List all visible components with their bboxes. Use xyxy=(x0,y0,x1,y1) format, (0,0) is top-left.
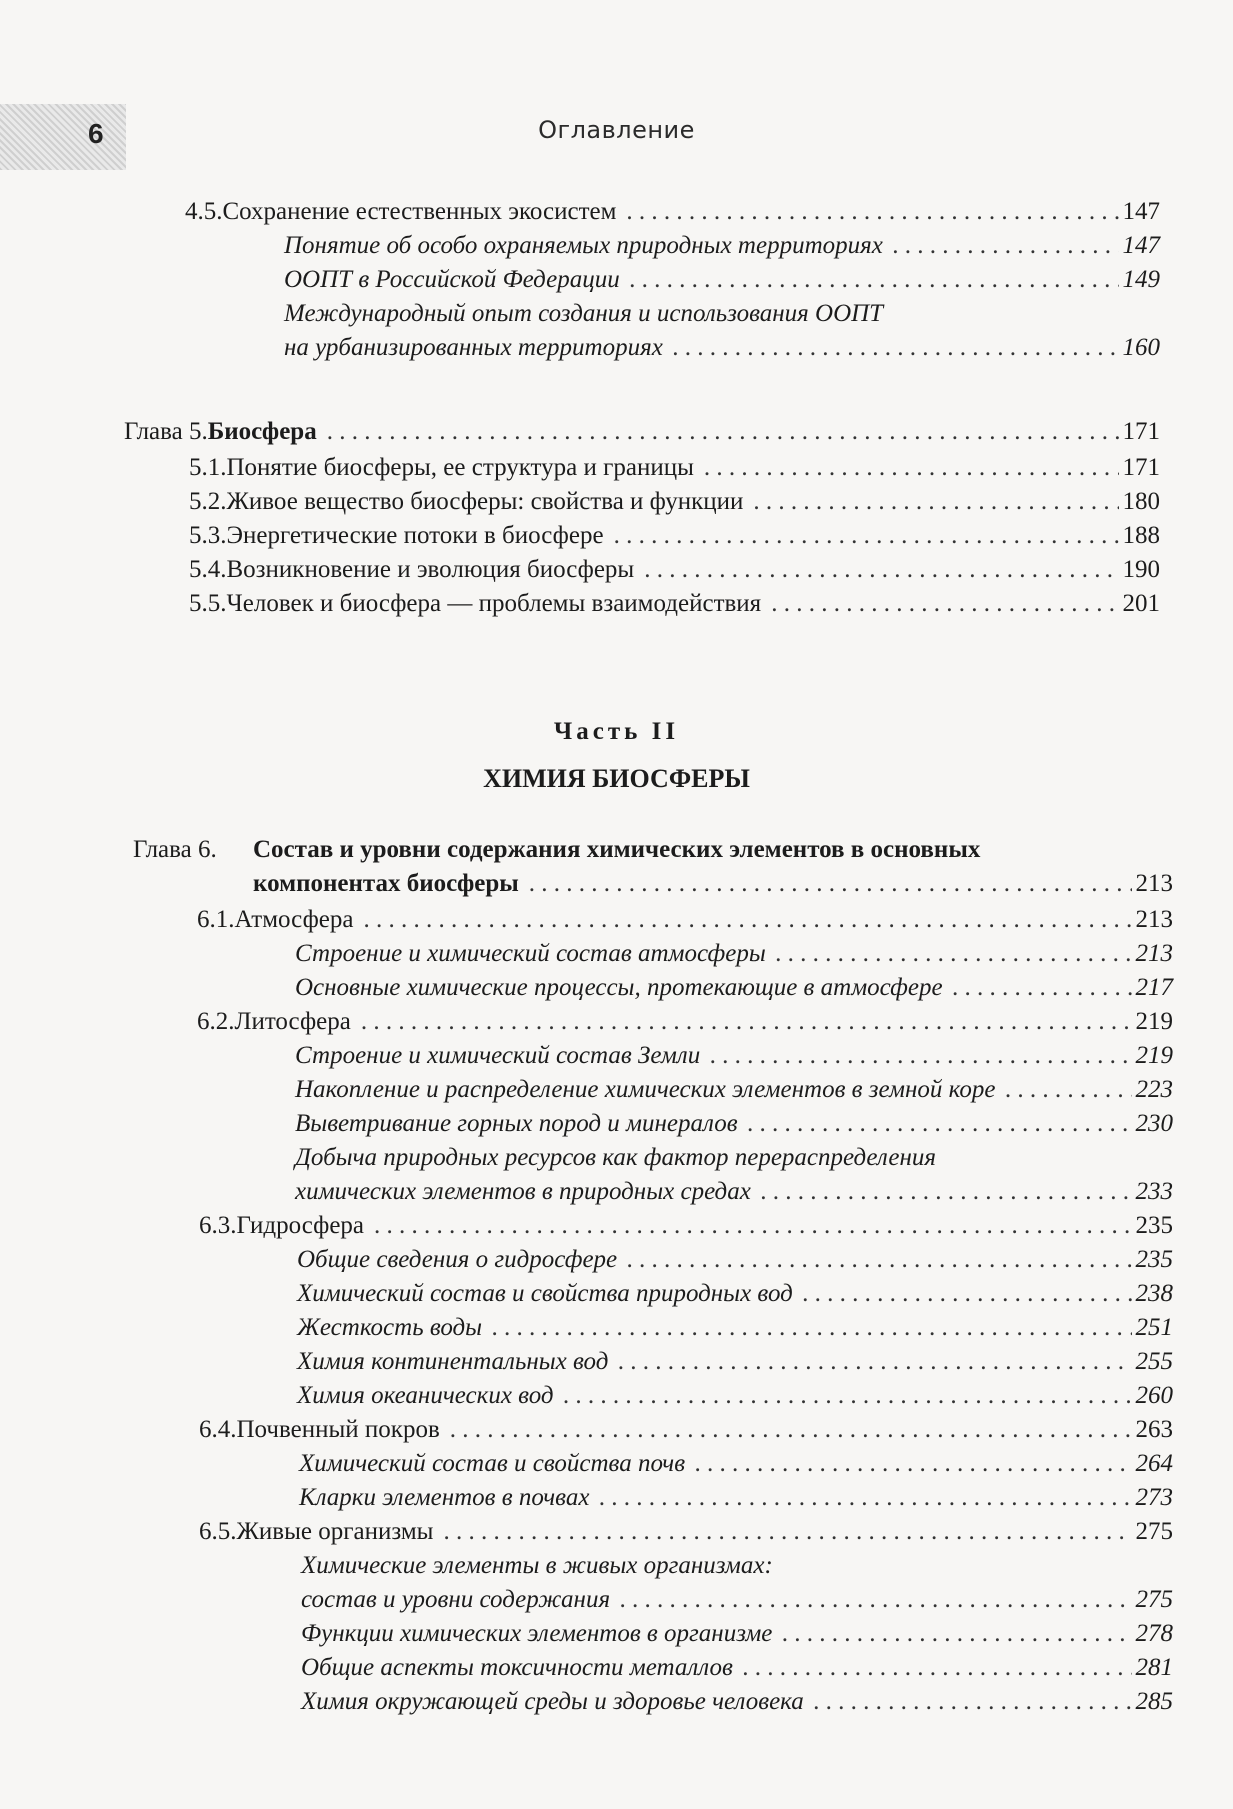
section-title: Энергетические потоки в биосфере xyxy=(226,522,604,549)
dot-leader xyxy=(492,1314,1131,1342)
page-ref: 213 xyxy=(1135,906,1173,933)
dot-leader xyxy=(627,1246,1131,1274)
page-ref: 233 xyxy=(1135,1178,1173,1205)
dot-leader xyxy=(704,454,1119,482)
section-number: 4.5. xyxy=(185,198,223,225)
dot-leader xyxy=(695,1450,1131,1478)
subsection-title: Химия континентальных вод xyxy=(297,1348,609,1375)
toc-subsection[interactable] xyxy=(295,974,1173,1002)
dot-leader xyxy=(673,334,1119,362)
section-number: 6.2. xyxy=(197,1008,235,1035)
toc-subsection[interactable] xyxy=(297,1314,1173,1342)
page-ref: 171 xyxy=(1122,418,1160,445)
section-title: Живое вещество биосферы: свойства и функции xyxy=(226,488,744,515)
subsection-title-line2: на урбанизированных территориях xyxy=(284,334,663,361)
dot-leader xyxy=(443,1518,1131,1546)
toc-subsection[interactable] xyxy=(295,1110,1173,1138)
page-ref: 263 xyxy=(1135,1416,1173,1443)
section-title: Понятие биосферы, ее структура и границы xyxy=(226,454,694,481)
dot-leader xyxy=(363,906,1131,934)
subsection-title: Общие аспекты токсичности металлов xyxy=(301,1654,733,1681)
chapter-title-line2: компонентах биосферы xyxy=(253,870,519,897)
section-number: 5.5. xyxy=(189,590,227,617)
toc-subsection[interactable] xyxy=(301,1654,1173,1682)
dot-leader xyxy=(753,488,1118,516)
running-head: Оглавление xyxy=(538,116,695,144)
page-ref: 260 xyxy=(1135,1382,1173,1409)
dot-leader xyxy=(814,1688,1132,1716)
subsection-title: Химия окружающей среды и здоровье человека xyxy=(301,1688,804,1715)
toc-chapter-6-heading[interactable] xyxy=(133,836,980,864)
subsection-title: Накопление и распределение химических элементов в земной коре xyxy=(295,1076,996,1103)
page-ref: 251 xyxy=(1135,1314,1173,1341)
page-ref: 264 xyxy=(1135,1450,1173,1477)
toc-section-4-5[interactable] xyxy=(185,198,1160,226)
page-ref: 275 xyxy=(1135,1586,1173,1613)
dot-leader xyxy=(450,1416,1132,1444)
dot-leader xyxy=(710,1042,1131,1070)
section-title: Сохранение естественных экосистем xyxy=(222,198,617,225)
toc-section-6-2[interactable] xyxy=(197,1008,1173,1036)
toc-subsection[interactable] xyxy=(295,1076,1173,1104)
subsection-title: Понятие об особо охраняемых природных территориях xyxy=(284,232,883,259)
toc-subsection[interactable] xyxy=(284,232,1160,260)
part-label: Часть II xyxy=(553,718,680,745)
page-ref: 147 xyxy=(1122,232,1160,259)
dot-leader xyxy=(782,1620,1131,1648)
subsection-title-line1[interactable]: Добыча природных ресурсов как фактор перераспределения xyxy=(295,1144,937,1171)
page-number: 6 xyxy=(88,118,104,149)
section-number: 6.4. xyxy=(199,1416,237,1443)
dot-leader xyxy=(776,940,1132,968)
section-number: 6.3. xyxy=(199,1212,237,1239)
toc-subsection[interactable] xyxy=(301,1586,1173,1614)
dot-leader xyxy=(626,198,1118,226)
page-ref: 213 xyxy=(1135,940,1173,967)
dot-leader xyxy=(614,522,1119,550)
subsection-title: ООПТ в Российской Федерации xyxy=(284,266,620,293)
toc-section[interactable] xyxy=(189,522,1160,550)
subsection-title-line2: химических элементов в природных средах xyxy=(295,1178,751,1205)
subsection-title: Строение и химический состав атмосферы xyxy=(295,940,766,967)
dot-leader xyxy=(953,974,1132,1002)
toc-subsection[interactable] xyxy=(295,1042,1173,1070)
toc-section[interactable] xyxy=(189,590,1160,618)
toc-section[interactable] xyxy=(189,556,1160,584)
page-ref: 285 xyxy=(1135,1688,1173,1715)
page-ref: 219 xyxy=(1135,1042,1173,1069)
toc-subsection[interactable] xyxy=(284,266,1160,294)
toc-subsection[interactable] xyxy=(295,940,1173,968)
chapter-label: Глава 6. xyxy=(133,836,217,863)
page-ref: 235 xyxy=(1135,1246,1173,1273)
subsection-title-line2: состав и уровни содержания xyxy=(301,1586,611,1613)
dot-leader xyxy=(361,1008,1132,1036)
toc-subsection[interactable] xyxy=(297,1348,1173,1376)
page-ref: 147 xyxy=(1122,198,1160,225)
page-ref: 223 xyxy=(1135,1076,1173,1103)
dot-leader xyxy=(761,1178,1132,1206)
dot-leader xyxy=(618,1348,1131,1376)
subsection-title-line1[interactable]: Химические элементы в живых организмах: xyxy=(301,1552,773,1579)
section-title: Атмосфера xyxy=(234,906,354,933)
page-ref: 180 xyxy=(1122,488,1160,515)
page-ref: 278 xyxy=(1135,1620,1173,1647)
section-title: Человек и биосфера — проблемы взаимодействия xyxy=(226,590,762,617)
dot-leader xyxy=(620,1586,1131,1614)
section-title: Почвенный покров xyxy=(236,1416,440,1443)
section-title: Живые организмы xyxy=(236,1518,434,1545)
page-ref: 190 xyxy=(1122,556,1160,583)
toc-subsection[interactable] xyxy=(301,1620,1173,1648)
dot-leader xyxy=(743,1654,1132,1682)
section-title: Литосфера xyxy=(234,1008,351,1035)
subsection-title: Химический состав и свойства природных вод xyxy=(297,1280,793,1307)
subsection-title: Функции химических элементов в организме xyxy=(301,1620,773,1647)
page-ref: 275 xyxy=(1135,1518,1173,1545)
section-number: 5.1. xyxy=(189,454,227,481)
toc-chapter-6[interactable] xyxy=(253,870,1173,898)
chapter-label: Глава 5. xyxy=(124,418,208,445)
section-title: Гидросфера xyxy=(236,1212,365,1239)
dot-leader xyxy=(599,1484,1131,1512)
toc-section-6-1[interactable] xyxy=(197,906,1173,934)
section-number: 6.5. xyxy=(199,1518,237,1545)
subsection-title: Жесткость воды xyxy=(297,1314,483,1341)
page-ref: 201 xyxy=(1122,590,1160,617)
dot-leader xyxy=(748,1110,1132,1138)
dot-leader xyxy=(564,1382,1132,1410)
page-ref: 235 xyxy=(1135,1212,1173,1239)
section-title: Возникновение и эволюция биосферы xyxy=(226,556,635,583)
subsection-title: Строение и химический состав Земли xyxy=(295,1042,701,1069)
page-ref: 188 xyxy=(1122,522,1160,549)
page-ref: 255 xyxy=(1135,1348,1173,1375)
dot-leader xyxy=(644,556,1118,584)
page-ref: 238 xyxy=(1135,1280,1173,1307)
page-ref: 149 xyxy=(1122,266,1160,293)
dot-leader xyxy=(327,418,1119,446)
chapter-title-line1: Состав и уровни содержания химических элементов в основных xyxy=(253,836,981,863)
page-ref: 171 xyxy=(1122,454,1160,481)
dot-leader xyxy=(771,590,1118,618)
page-ref: 219 xyxy=(1135,1008,1173,1035)
subsection-title: Выветривание горных пород и минералов xyxy=(295,1110,738,1137)
subsection-title: Кларки элементов в почвах xyxy=(299,1484,590,1511)
page-ref: 230 xyxy=(1135,1110,1173,1137)
page-ref: 160 xyxy=(1122,334,1160,361)
section-number: 5.4. xyxy=(189,556,227,583)
dot-leader xyxy=(630,266,1119,294)
toc-subsection[interactable] xyxy=(301,1688,1173,1716)
dot-leader xyxy=(374,1212,1131,1240)
section-number: 6.1. xyxy=(197,906,235,933)
part-title: ХИМИЯ БИОСФЕРЫ xyxy=(483,764,750,793)
subsection-title: Химический состав и свойства почв xyxy=(299,1450,686,1477)
section-number: 5.2. xyxy=(189,488,227,515)
page-ref: 281 xyxy=(1135,1654,1173,1681)
dot-leader xyxy=(803,1280,1132,1308)
toc-subsection[interactable] xyxy=(299,1484,1173,1512)
toc-section-6-3[interactable] xyxy=(199,1212,1173,1240)
toc-subsection[interactable] xyxy=(284,334,1160,362)
toc-chapter-5[interactable] xyxy=(124,418,1160,446)
toc-subsection[interactable] xyxy=(299,1450,1173,1478)
toc-section[interactable] xyxy=(189,488,1160,516)
toc-subsection[interactable] xyxy=(297,1246,1173,1274)
toc-subsection[interactable] xyxy=(297,1382,1173,1410)
toc-section[interactable] xyxy=(189,454,1160,482)
subsection-title: Химия океанических вод xyxy=(297,1382,554,1409)
toc-section-6-5[interactable] xyxy=(199,1518,1173,1546)
dot-leader xyxy=(1005,1076,1131,1104)
page-ref: 273 xyxy=(1135,1484,1173,1511)
toc-section-6-4[interactable] xyxy=(199,1416,1173,1444)
chapter-title: Биосфера xyxy=(207,418,317,445)
subsection-title: Основные химические процессы, протекающие в атмосфере xyxy=(295,974,943,1001)
section-number: 5.3. xyxy=(189,522,227,549)
toc-subsection[interactable] xyxy=(297,1280,1173,1308)
dot-leader xyxy=(893,232,1119,260)
subsection-title: Общие сведения о гидросфере xyxy=(297,1246,618,1273)
toc-subsection[interactable] xyxy=(295,1178,1173,1206)
page-ref: 217 xyxy=(1135,974,1173,1001)
page-ref: 213 xyxy=(1135,870,1173,897)
subsection-title-line1[interactable]: Международный опыт создания и использования ООПТ xyxy=(284,300,884,327)
dot-leader xyxy=(529,870,1132,898)
